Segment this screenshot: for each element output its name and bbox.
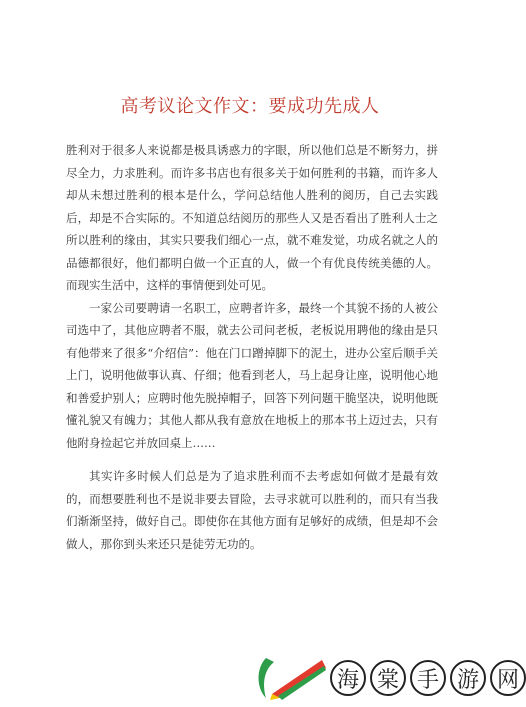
paragraph-1: 胜利对于很多人来说都是极具诱惑力的字眼，所以他们总是不断努力，拼尽全力，力求胜利。而许多书店也有很多关于如何胜利的书籍，而许多人却从未想过胜利的根本是什么，学问总结他人胜利的阅历，自己去实践后，却是不合实际的。不知道总结阅历的那些人又是否看出了胜利人士之所以胜利的缘由，其实只要我们细心一点，就不难发觉，功成名就之人的品德都很好，他们都明白做一个正直的人，做一个有优良传统美德的人。而现实生活中，这样的事情便到处可见。 [66,143,438,292]
document-body [66,139,438,555]
brand-char-4: 游 [450,660,486,696]
paragraph-2: 一家公司要聘请一名职工，应聘者许多，最终一个其貌不扬的人被公司选中了，其他应聘者不服，就去公司问老板，老板说用聘他的缘由是只有他带来了很多“介绍信”：他在门口蹭掉脚下的泥土，进办公室后顺手关上门，说明他做事认真、仔细；他看到老人，马上起身让座，说明他心地和善爱护别人；应聘时他先脱掉帽子，回答下列问题干脆坚决，说明他既懂礼貌又有魄力；其他人都从我有意放在地板上的那本书上迈过去，只有他附身捡起它并放回桌上…… [66,300,438,450]
brand-watermark [330,655,526,701]
document-title: 高考议论文作文：要成功先成人 [120,96,380,117]
brand-char-3: 手 [410,660,446,696]
pencil-leaf-logo-icon [252,654,330,700]
brand-char-2: 棠 [370,660,406,696]
brand-char-5: 网 [490,660,526,696]
paragraph-3: 其实许多时候人们总是为了追求胜利而不去考虑如何做才是最有效的，而想要胜利也不是说非要去冒险，去寻求就可以胜利的，而只有当我们渐渐坚持，做好自己。即使你在其他方面有足够好的成绩，但是却不会做人，那你到头来还只是徒劳无功的。 [66,469,438,551]
brand-char-1: 海 [330,660,366,696]
